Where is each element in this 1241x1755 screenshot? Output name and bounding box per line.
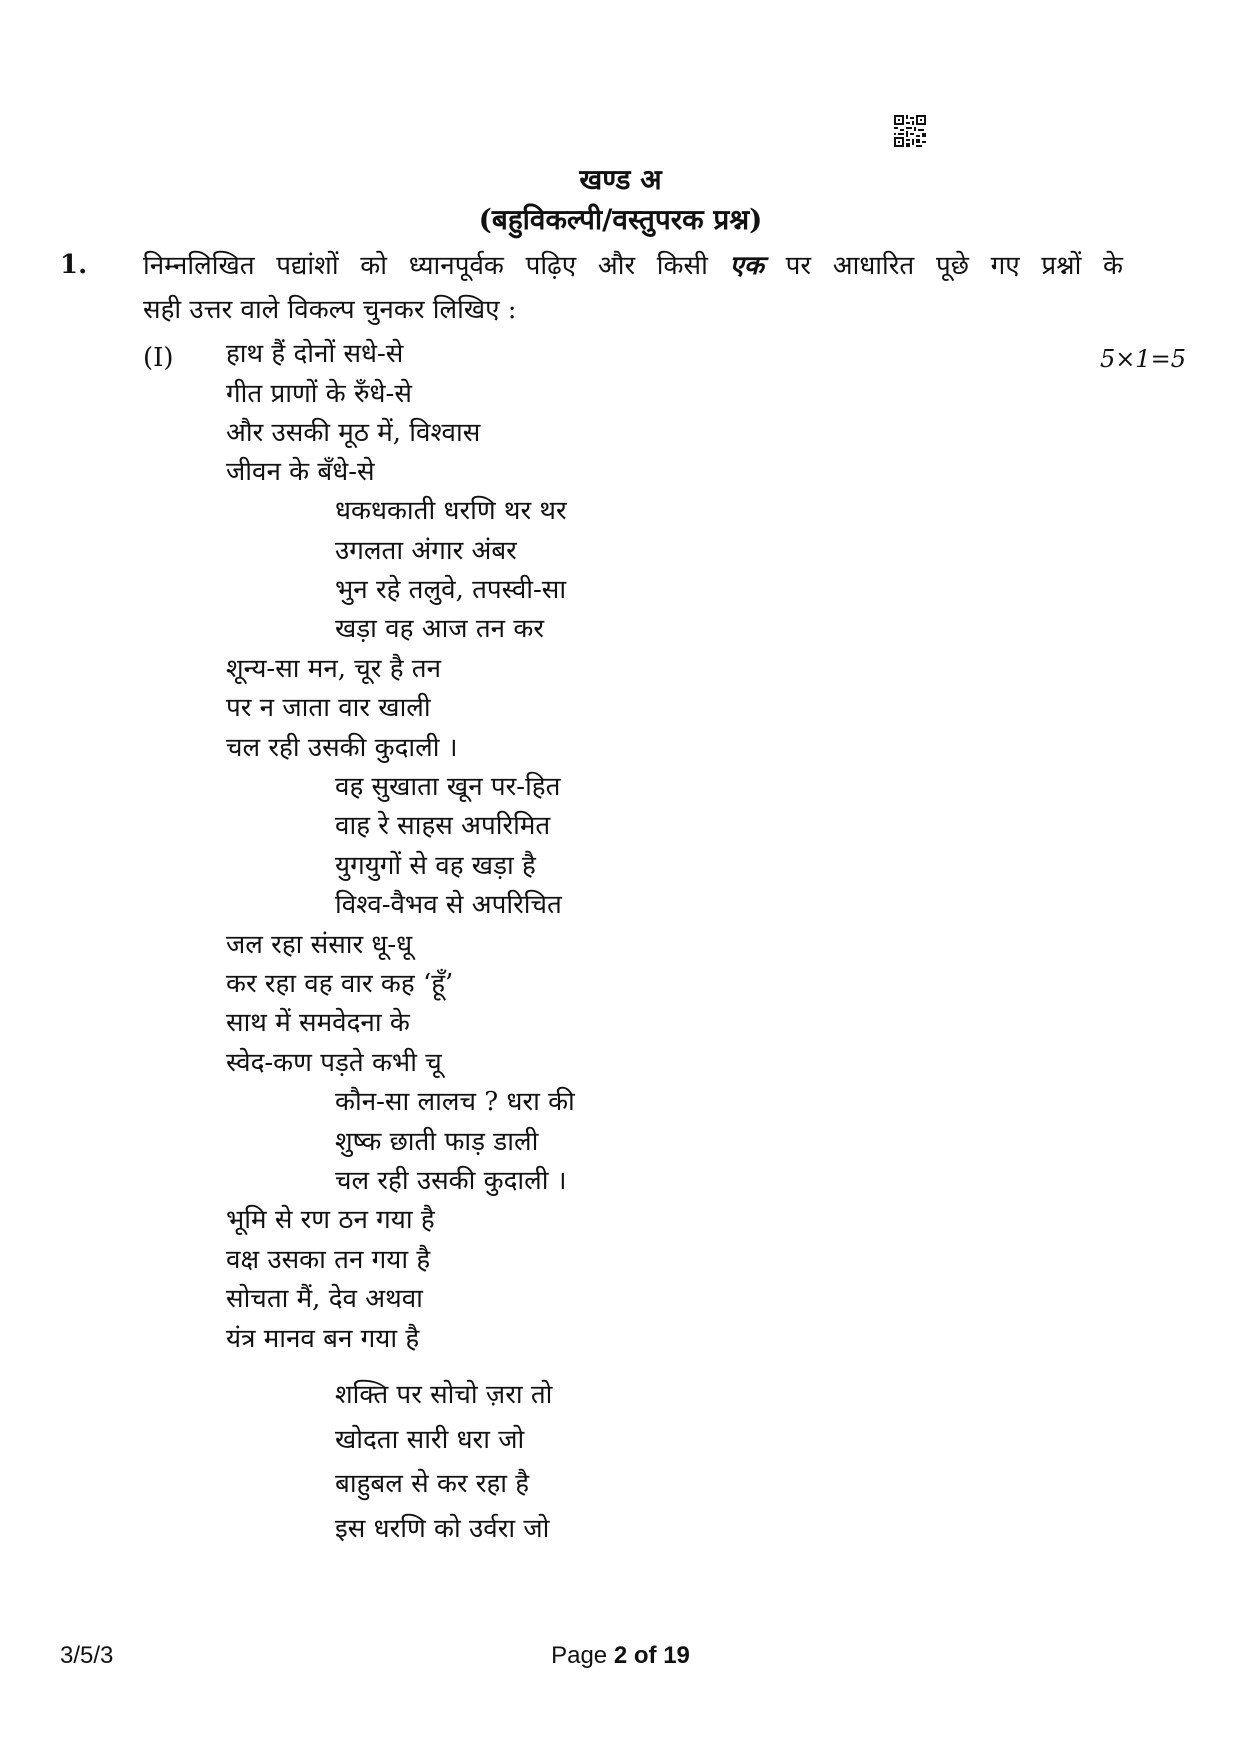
marks-allotment: 5×1=5 [1100,345,1187,373]
poem-line: जल रहा संसार धू-धू [226,930,413,960]
poem-line: हाथ हैं दोनों सधे-से [226,339,404,369]
page-indicator [0,1642,1241,1670]
poem-line: चल रही उसकी कुदाली । [226,733,458,763]
poem-line: बाहुबल से कर रहा है [335,1469,530,1499]
qr-code-icon [893,114,927,148]
poem-line: खोदता सारी धरा जो [335,1425,525,1455]
instruction-emphasis: एक [729,251,764,281]
passage-label: (I) [143,343,174,373]
poem-line: वाह रे साहस अपरिमित [335,811,551,841]
paper-code: 3/5/3 [60,1642,114,1669]
page-number: 2 [613,1642,628,1669]
poem-line: शून्य-सा मन, चूर है तन [226,654,442,684]
instruction-text-1: निम्नलिखित पद्यांशों को ध्यानपूर्वक पढ़िए और किसी [143,251,708,281]
section-subheading: (बहुविकल्पी/वस्तुपरक प्रश्न) [478,203,763,236]
page-total: 19 [663,1642,690,1669]
poem-line: वह सुखाता खून पर-हित [335,772,561,802]
page-of: of [633,1642,657,1669]
poem-line: और उसकी मूठ में, विश्वास [226,418,481,448]
poem-line: चल रही उसकी कुदाली । [335,1166,567,1196]
poem-line: कौन-सा लालच ? धरा की [335,1087,575,1117]
poem-line: युगयुगों से वह खड़ा है [335,851,536,881]
poem-line: धकधकाती धरणि थर थर [335,496,567,526]
page-prefix: Page [551,1642,608,1669]
poem-line: सोचता मैं, देव अथवा [226,1284,423,1314]
question-number: 1. [60,250,88,280]
poem-line: पर न जाता वार खाली [226,693,431,723]
poem-line: स्वेद-कण पड़ते कभी चू [226,1048,442,1078]
poem-line: उगलता अंगार अंबर [335,536,517,566]
poem-line: जीवन के बँधे-से [226,457,375,487]
poem-line: गीत प्राणों के रुँधे-से [226,379,412,409]
poem-line: शक्ति पर सोचो ज़रा तो [335,1380,553,1410]
poem-line: इस धरणि को उर्वरा जो [335,1514,550,1544]
poem-line: वक्ष उसका तन गया है [226,1245,431,1275]
poem-line: यंत्र मानव बन गया है [226,1324,420,1354]
poem-line: विश्व-वैभव से अपरिचित [335,890,562,920]
poem-line: खड़ा वह आज तन कर [335,614,544,644]
poem-line: कर रहा वह वार कह ‘हूँ’ [226,969,454,999]
section-heading: खण्ड अ [579,163,662,196]
question-instruction [143,246,1123,286]
poem-line: भुन रहे तलुवे, तपस्वी-सा [335,575,567,605]
instruction-text-2: पर आधारित पूछे गए प्रश्नों के [785,251,1123,281]
poem-line: शुष्क छाती फाड़ डाली [335,1127,539,1157]
question-instruction-line2: सही उत्तर वाले विकल्प चुनकर लिखिए : [143,295,517,325]
poem-line: साथ में समवेदना के [226,1008,410,1038]
poem-line: भूमि से रण ठन गया है [226,1205,435,1235]
